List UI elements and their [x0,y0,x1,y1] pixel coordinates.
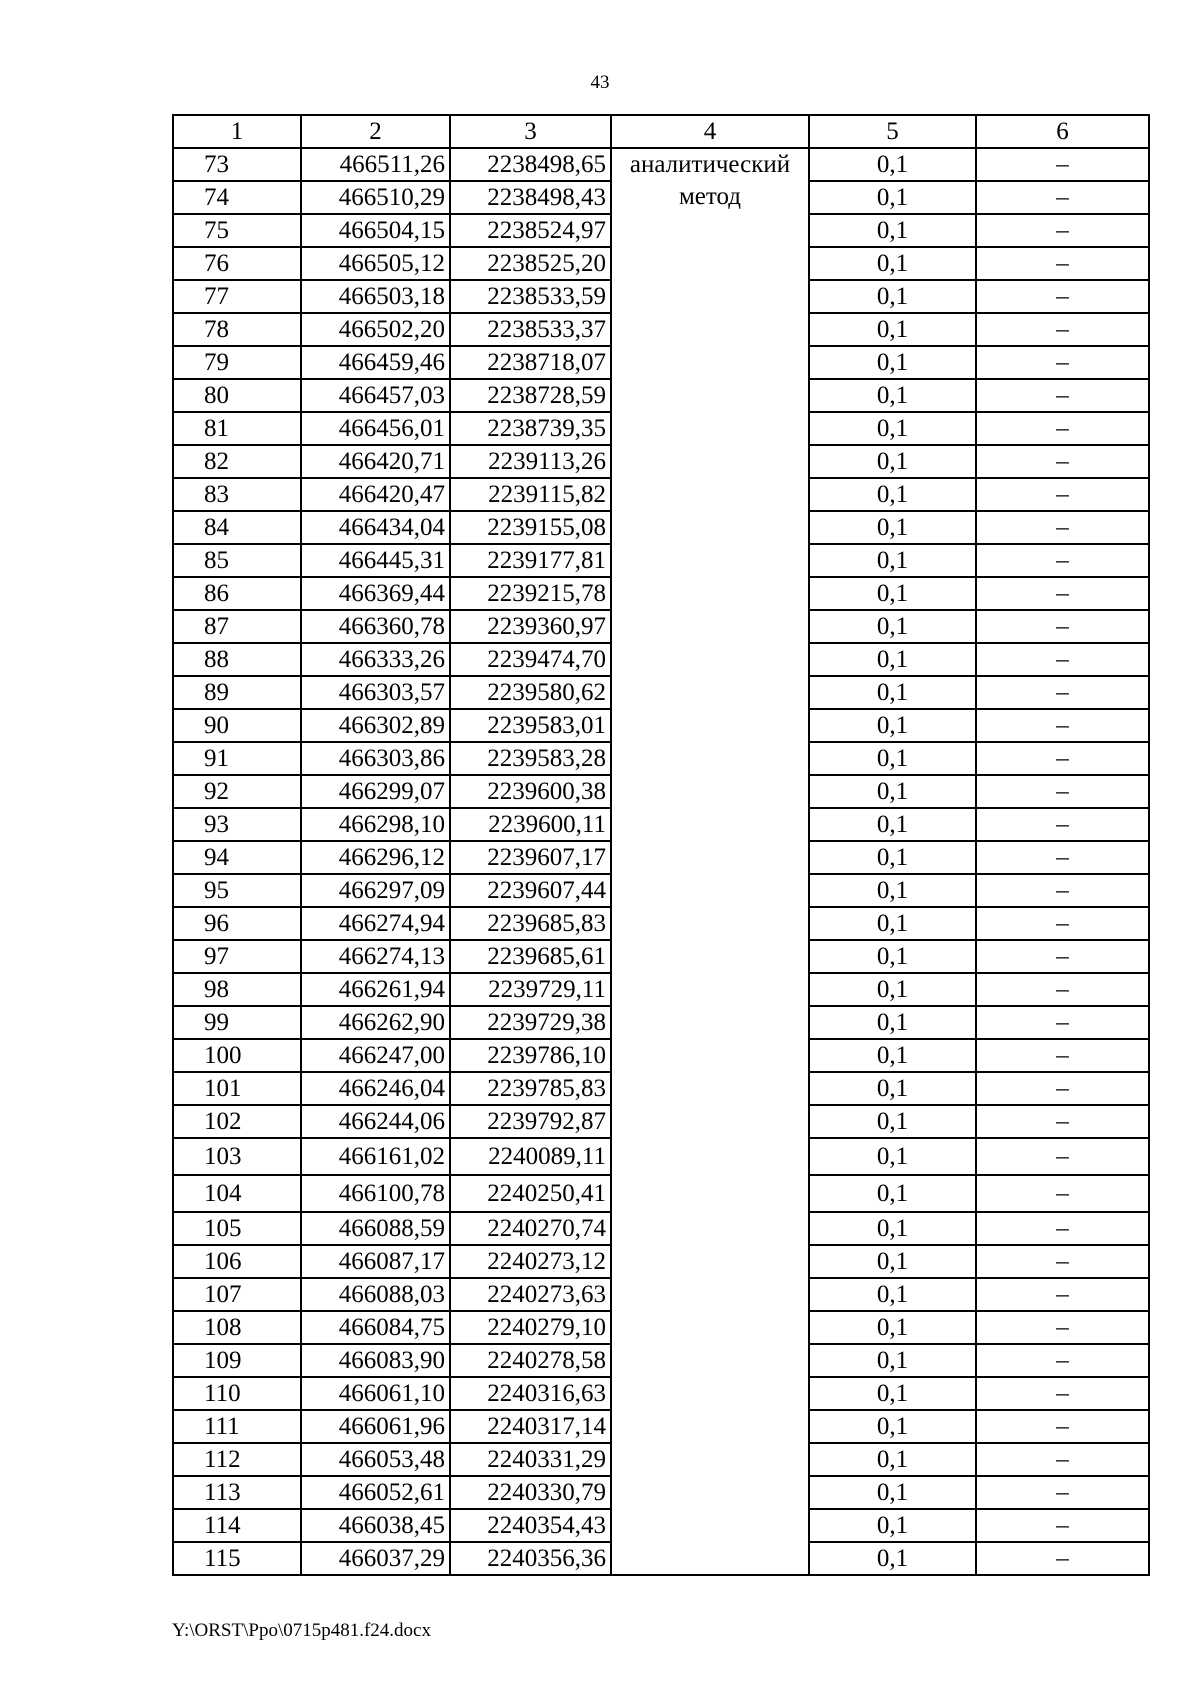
accuracy-cell: 0,1 [809,577,976,610]
accuracy-cell: 0,1 [809,1410,976,1443]
accuracy-cell: 0,1 [809,808,976,841]
header-cell-1: 1 [173,115,301,148]
point-number-cell: 80 [173,379,301,412]
notes-cell: – [976,1542,1149,1575]
notes-cell: – [976,874,1149,907]
coordinate-x-cell: 466100,78 [301,1175,450,1212]
notes-cell: – [976,1443,1149,1476]
coordinate-x-cell: 466505,12 [301,247,450,280]
footer-file-path: Y:\ORST\Ppo\0715p481.f24.docx [172,1620,431,1641]
notes-cell: – [976,709,1149,742]
notes-cell: – [976,1039,1149,1072]
accuracy-cell: 0,1 [809,742,976,775]
coordinate-x-cell: 466038,45 [301,1509,450,1542]
point-number-cell: 101 [173,1072,301,1105]
coordinate-y-cell: 2240331,29 [450,1443,611,1476]
coordinate-y-cell: 2238533,59 [450,280,611,313]
point-number-cell: 103 [173,1138,301,1175]
coordinate-y-cell: 2238533,37 [450,313,611,346]
point-number-cell: 98 [173,973,301,1006]
coordinate-x-cell: 466084,75 [301,1311,450,1344]
coordinate-y-cell: 2240279,10 [450,1311,611,1344]
coordinate-x-cell: 466262,90 [301,1006,450,1039]
coordinate-x-cell: 466420,47 [301,478,450,511]
header-cell-5: 5 [809,115,976,148]
coordinate-x-cell: 466303,86 [301,742,450,775]
point-number-cell: 78 [173,313,301,346]
coordinate-x-cell: 466457,03 [301,379,450,412]
coordinate-x-cell: 466420,71 [301,445,450,478]
coordinate-y-cell: 2240270,74 [450,1212,611,1245]
point-number-cell: 87 [173,610,301,643]
point-number-cell: 82 [173,445,301,478]
notes-cell: – [976,610,1149,643]
coordinate-x-cell: 466369,44 [301,577,450,610]
point-number-cell: 84 [173,511,301,544]
notes-cell: – [976,742,1149,775]
point-number-cell: 93 [173,808,301,841]
point-number-cell: 97 [173,940,301,973]
coordinate-y-cell: 2239729,11 [450,973,611,1006]
point-number-cell: 76 [173,247,301,280]
notes-cell: – [976,643,1149,676]
accuracy-cell: 0,1 [809,1278,976,1311]
method-cell [611,148,809,1575]
notes-cell: – [976,214,1149,247]
point-number-cell: 106 [173,1245,301,1278]
coordinate-y-cell: 2240356,36 [450,1542,611,1575]
accuracy-cell: 0,1 [809,544,976,577]
coordinate-y-cell: 2239785,83 [450,1072,611,1105]
coordinate-x-cell: 466459,46 [301,346,450,379]
point-number-cell: 85 [173,544,301,577]
coordinate-x-cell: 466297,09 [301,874,450,907]
coordinate-x-cell: 466298,10 [301,808,450,841]
coordinate-y-cell: 2239792,87 [450,1105,611,1138]
notes-cell: – [976,1344,1149,1377]
coordinate-y-cell: 2239115,82 [450,478,611,511]
notes-cell: – [976,1006,1149,1039]
accuracy-cell: 0,1 [809,445,976,478]
coordinate-x-cell: 466053,48 [301,1443,450,1476]
point-number-cell: 77 [173,280,301,313]
coordinate-y-cell: 2240273,63 [450,1278,611,1311]
accuracy-cell: 0,1 [809,148,976,181]
method-label-line-1: аналитический [629,151,791,178]
coordinate-y-cell: 2238718,07 [450,346,611,379]
coordinate-x-cell: 466360,78 [301,610,450,643]
coordinate-y-cell: 2239685,83 [450,907,611,940]
coordinate-x-cell: 466274,13 [301,940,450,973]
point-number-cell: 111 [173,1410,301,1443]
coordinate-x-cell: 466088,59 [301,1212,450,1245]
coordinate-y-cell: 2239177,81 [450,544,611,577]
coordinate-y-cell: 2239583,01 [450,709,611,742]
coordinate-y-cell: 2239155,08 [450,511,611,544]
coordinate-x-cell: 466303,57 [301,676,450,709]
accuracy-cell: 0,1 [809,379,976,412]
notes-cell: – [976,313,1149,346]
coordinate-x-cell: 466037,29 [301,1542,450,1575]
accuracy-cell: 0,1 [809,214,976,247]
accuracy-cell: 0,1 [809,1212,976,1245]
point-number-cell: 83 [173,478,301,511]
accuracy-cell: 0,1 [809,940,976,973]
coordinate-y-cell: 2239113,26 [450,445,611,478]
accuracy-cell: 0,1 [809,841,976,874]
coordinate-x-cell: 466161,02 [301,1138,450,1175]
notes-cell: – [976,346,1149,379]
coordinate-x-cell: 466445,31 [301,544,450,577]
notes-cell: – [976,280,1149,313]
notes-cell: – [976,1278,1149,1311]
coordinate-x-cell: 466261,94 [301,973,450,1006]
point-number-cell: 92 [173,775,301,808]
notes-cell: – [976,1509,1149,1542]
coordinate-y-cell: 2239600,11 [450,808,611,841]
notes-cell: – [976,412,1149,445]
accuracy-cell: 0,1 [809,1006,976,1039]
notes-cell: – [976,1245,1149,1278]
point-number-cell: 73 [173,148,301,181]
accuracy-cell: 0,1 [809,643,976,676]
accuracy-cell: 0,1 [809,709,976,742]
coordinate-y-cell: 2239729,38 [450,1006,611,1039]
notes-cell: – [976,973,1149,1006]
notes-cell: – [976,445,1149,478]
point-number-cell: 114 [173,1509,301,1542]
accuracy-cell: 0,1 [809,478,976,511]
coordinate-x-cell: 466087,17 [301,1245,450,1278]
point-number-cell: 74 [173,181,301,214]
coordinate-y-cell: 2240354,43 [450,1509,611,1542]
coordinate-y-cell: 2239685,61 [450,940,611,973]
accuracy-cell: 0,1 [809,1105,976,1138]
notes-cell: – [976,1476,1149,1509]
coordinate-x-cell: 466510,29 [301,181,450,214]
coordinate-y-cell: 2239583,28 [450,742,611,775]
coordinate-y-cell: 2238524,97 [450,214,611,247]
coordinate-y-cell: 2239360,97 [450,610,611,643]
coordinate-x-cell: 466511,26 [301,148,450,181]
point-number-cell: 88 [173,643,301,676]
notes-cell: – [976,181,1149,214]
point-number-cell: 86 [173,577,301,610]
coordinate-x-cell: 466088,03 [301,1278,450,1311]
coordinate-x-cell: 466244,06 [301,1105,450,1138]
notes-cell: – [976,1175,1149,1212]
accuracy-cell: 0,1 [809,1245,976,1278]
coordinate-x-cell: 466333,26 [301,643,450,676]
header-cell-4: 4 [611,115,809,148]
notes-cell: – [976,148,1149,181]
notes-cell: – [976,544,1149,577]
coordinate-y-cell: 2239786,10 [450,1039,611,1072]
coordinate-y-cell: 2238498,43 [450,181,611,214]
point-number-cell: 105 [173,1212,301,1245]
accuracy-cell: 0,1 [809,1377,976,1410]
coordinate-x-cell: 466247,00 [301,1039,450,1072]
coordinate-y-cell: 2240273,12 [450,1245,611,1278]
accuracy-cell: 0,1 [809,907,976,940]
point-number-cell: 95 [173,874,301,907]
accuracy-cell: 0,1 [809,610,976,643]
notes-cell: – [976,1410,1149,1443]
point-number-cell: 110 [173,1377,301,1410]
point-number-cell: 113 [173,1476,301,1509]
coordinate-y-cell: 2240317,14 [450,1410,611,1443]
point-number-cell: 107 [173,1278,301,1311]
method-label-line-2: метод [678,183,741,210]
coordinate-y-cell: 2240089,11 [450,1138,611,1175]
coordinates-table [172,114,1150,1576]
accuracy-cell: 0,1 [809,1344,976,1377]
accuracy-cell: 0,1 [809,874,976,907]
point-number-cell: 75 [173,214,301,247]
coordinate-y-cell: 2239607,17 [450,841,611,874]
notes-cell: – [976,379,1149,412]
point-number-cell: 90 [173,709,301,742]
point-number-cell: 81 [173,412,301,445]
notes-cell: – [976,478,1149,511]
accuracy-cell: 0,1 [809,1542,976,1575]
notes-cell: – [976,1311,1149,1344]
coordinate-x-cell: 466299,07 [301,775,450,808]
coordinate-y-cell: 2239607,44 [450,874,611,907]
coordinate-x-cell: 466052,61 [301,1476,450,1509]
coordinate-y-cell: 2238498,65 [450,148,611,181]
point-number-cell: 104 [173,1175,301,1212]
accuracy-cell: 0,1 [809,1072,976,1105]
accuracy-cell: 0,1 [809,775,976,808]
header-cell-6: 6 [976,115,1149,148]
coordinate-y-cell: 2238525,20 [450,247,611,280]
notes-cell: – [976,247,1149,280]
notes-cell: – [976,907,1149,940]
coordinate-x-cell: 466434,04 [301,511,450,544]
accuracy-cell: 0,1 [809,511,976,544]
notes-cell: – [976,940,1149,973]
notes-cell: – [976,1072,1149,1105]
notes-cell: – [976,1212,1149,1245]
notes-cell: – [976,1138,1149,1175]
point-number-cell: 102 [173,1105,301,1138]
accuracy-cell: 0,1 [809,1138,976,1175]
table-body [173,148,1149,1575]
header-cell-2: 2 [301,115,450,148]
accuracy-cell: 0,1 [809,1443,976,1476]
coordinate-y-cell: 2239580,62 [450,676,611,709]
header-row [173,115,1149,148]
point-number-cell: 112 [173,1443,301,1476]
notes-cell: – [976,1377,1149,1410]
notes-cell: – [976,808,1149,841]
coordinate-y-cell: 2240316,63 [450,1377,611,1410]
notes-cell: – [976,511,1149,544]
accuracy-cell: 0,1 [809,247,976,280]
point-number-cell: 96 [173,907,301,940]
coordinate-y-cell: 2240330,79 [450,1476,611,1509]
point-number-cell: 115 [173,1542,301,1575]
point-number-cell: 100 [173,1039,301,1072]
coordinate-y-cell: 2239215,78 [450,577,611,610]
coordinate-x-cell: 466504,15 [301,214,450,247]
coordinate-x-cell: 466083,90 [301,1344,450,1377]
accuracy-cell: 0,1 [809,1509,976,1542]
coordinate-x-cell: 466502,20 [301,313,450,346]
coordinate-y-cell: 2238728,59 [450,379,611,412]
notes-cell: – [976,1105,1149,1138]
coordinate-x-cell: 466296,12 [301,841,450,874]
table-row [173,148,1149,181]
coordinate-x-cell: 466274,94 [301,907,450,940]
coordinate-x-cell: 466503,18 [301,280,450,313]
coordinate-y-cell: 2239474,70 [450,643,611,676]
coordinate-y-cell: 2239600,38 [450,775,611,808]
accuracy-cell: 0,1 [809,1476,976,1509]
point-number-cell: 94 [173,841,301,874]
accuracy-cell: 0,1 [809,313,976,346]
coordinate-x-cell: 466302,89 [301,709,450,742]
point-number-cell: 109 [173,1344,301,1377]
accuracy-cell: 0,1 [809,676,976,709]
point-number-cell: 89 [173,676,301,709]
point-number-cell: 99 [173,1006,301,1039]
notes-cell: – [976,676,1149,709]
coordinate-x-cell: 466456,01 [301,412,450,445]
coordinate-x-cell: 466246,04 [301,1072,450,1105]
notes-cell: – [976,841,1149,874]
accuracy-cell: 0,1 [809,1311,976,1344]
notes-cell: – [976,577,1149,610]
header-cell-3: 3 [450,115,611,148]
notes-cell: – [976,775,1149,808]
coordinate-y-cell: 2238739,35 [450,412,611,445]
accuracy-cell: 0,1 [809,181,976,214]
page-number: 43 [590,72,610,93]
point-number-cell: 91 [173,742,301,775]
accuracy-cell: 0,1 [809,1039,976,1072]
accuracy-cell: 0,1 [809,1175,976,1212]
accuracy-cell: 0,1 [809,973,976,1006]
accuracy-cell: 0,1 [809,346,976,379]
coordinate-y-cell: 2240250,41 [450,1175,611,1212]
point-number-cell: 79 [173,346,301,379]
coordinate-x-cell: 466061,96 [301,1410,450,1443]
point-number-cell: 108 [173,1311,301,1344]
coordinate-y-cell: 2240278,58 [450,1344,611,1377]
accuracy-cell: 0,1 [809,412,976,445]
coordinate-x-cell: 466061,10 [301,1377,450,1410]
accuracy-cell: 0,1 [809,280,976,313]
